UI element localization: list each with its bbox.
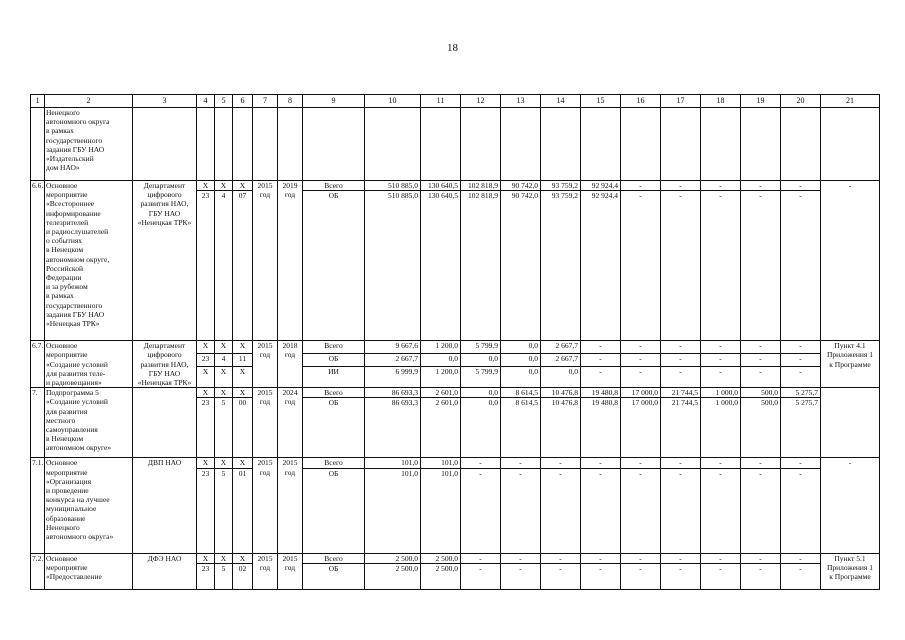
amount-col-12: - — [461, 458, 501, 468]
amount-col-11: 2 601,0 — [421, 398, 461, 458]
item-description: Подпрограмма 5 «Создание условий для развития местного самоуправления в Ненецком автономном округе» — [45, 388, 133, 458]
amount-col-20: - — [781, 563, 821, 589]
continuation-row — [31, 108, 880, 181]
amount-col-16: 17 000,0 — [621, 398, 661, 458]
column-number-20: 20 — [781, 95, 821, 108]
code-col-4: 23 — [197, 468, 215, 553]
amount-col-16: - — [621, 181, 661, 191]
item-note: Пункт 5.1 Приложения 1 к Программе — [821, 553, 880, 589]
column-number-15: 15 — [581, 95, 621, 108]
amount-col-13: 90 742,0 — [501, 181, 541, 191]
amount-col-17: - — [661, 468, 701, 553]
amount-col-11: 101,0 — [421, 458, 461, 468]
code-col-5: 5 — [215, 468, 233, 553]
amount-col-18: - — [701, 468, 741, 553]
start-year: 2015 год — [253, 388, 278, 458]
code-col-6: Х — [233, 367, 253, 388]
cell-empty — [661, 108, 701, 181]
column-number-4: 4 — [197, 95, 215, 108]
column-number-5: 5 — [215, 95, 233, 108]
item-description: Основное мероприятие «Организация и проведение конкурса на лучшее муниципальное образование Ненецкого автономного округа» — [45, 458, 133, 553]
cell-empty — [233, 108, 253, 181]
amount-col-12: 0,0 — [461, 388, 501, 398]
item-description: Основное мероприятие «Предоставление — [45, 553, 133, 589]
table-row — [31, 388, 880, 398]
amount-col-19: 500,0 — [741, 398, 781, 458]
code-col-5: Х — [215, 388, 233, 398]
amount-col-19: - — [741, 553, 781, 563]
item-executor: Департамент цифрового развития НАО, ГБУ НАО «Ненецкая ТРК» — [133, 181, 197, 341]
amount-col-19: - — [741, 354, 781, 367]
amount-col-19: - — [741, 191, 781, 341]
amount-col-14: 2 667,7 — [541, 341, 581, 354]
amount-col-17: 21 744,5 — [661, 388, 701, 398]
end-year: 2019 год — [278, 181, 303, 341]
code-col-6: 11 — [233, 354, 253, 367]
amount-col-12: 102 818,9 — [461, 191, 501, 341]
cell-description: Ненецкого автономного округа в рамках государственного задания ГБУ НАО «Издательский дом НАО» — [45, 108, 133, 181]
amount-col-12: - — [461, 553, 501, 563]
code-col-5: Х — [215, 553, 233, 563]
item-executor: Департамент цифрового развития НАО, ГБУ НАО «Ненецкая ТРК» — [133, 341, 197, 388]
program-finance-table — [30, 94, 880, 590]
amount-col-11: 130 640,5 — [421, 181, 461, 191]
amount-col-20: 5 275,7 — [781, 398, 821, 458]
code-col-4: Х — [197, 341, 215, 354]
table-row — [31, 341, 880, 354]
amount-col-11: 1 200,0 — [421, 341, 461, 354]
amount-col-17: - — [661, 367, 701, 388]
amount-col-10: 510 885,0 — [365, 191, 421, 341]
cell-empty — [821, 108, 880, 181]
item-description: Основное мероприятие «Создание условий для развития теле- и радиовещания» — [45, 341, 133, 388]
code-col-4: Х — [197, 367, 215, 388]
amount-col-19: - — [741, 468, 781, 553]
amount-col-15: 92 924,4 — [581, 181, 621, 191]
item-executor — [133, 388, 197, 458]
amount-col-18: 1 000,0 — [701, 398, 741, 458]
amount-col-12: 102 818,9 — [461, 181, 501, 191]
code-col-5: Х — [215, 458, 233, 468]
page-number: 18 — [447, 42, 458, 54]
amount-col-15: - — [581, 367, 621, 388]
item-number: 7.1. — [31, 458, 45, 553]
code-col-4: 23 — [197, 563, 215, 589]
column-number-17: 17 — [661, 95, 701, 108]
amount-col-14: - — [541, 458, 581, 468]
amount-col-13: 0,0 — [501, 341, 541, 354]
amount-col-19: - — [741, 341, 781, 354]
column-number-19: 19 — [741, 95, 781, 108]
code-col-4: Х — [197, 388, 215, 398]
amount-col-13: 90 742,0 — [501, 191, 541, 341]
column-number-10: 10 — [365, 95, 421, 108]
column-number-1: 1 — [31, 95, 45, 108]
amount-col-14: 10 476,8 — [541, 398, 581, 458]
code-col-6: Х — [233, 341, 253, 354]
item-number: 6.7. — [31, 341, 45, 388]
amount-col-13: 8 614,5 — [501, 388, 541, 398]
amount-col-16: - — [621, 354, 661, 367]
code-col-6: Х — [233, 553, 253, 563]
item-executor: ДВП НАО — [133, 458, 197, 553]
amount-col-14: 10 476,8 — [541, 388, 581, 398]
amount-col-20: - — [781, 367, 821, 388]
code-col-6: Х — [233, 458, 253, 468]
amount-col-14: 93 759,2 — [541, 181, 581, 191]
code-col-4: 23 — [197, 191, 215, 341]
amount-col-15: 19 480,8 — [581, 388, 621, 398]
code-col-5: 4 — [215, 191, 233, 341]
amount-col-14: 2 667,7 — [541, 354, 581, 367]
code-col-6: 01 — [233, 468, 253, 553]
amount-col-12: 0,0 — [461, 398, 501, 458]
amount-col-10: 9 667,6 — [365, 341, 421, 354]
amount-col-10: 2 500,0 — [365, 563, 421, 589]
amount-col-18: - — [701, 354, 741, 367]
funding-source: ОБ — [303, 398, 365, 458]
amount-col-15: - — [581, 553, 621, 563]
amount-col-16: - — [621, 367, 661, 388]
amount-col-13: - — [501, 553, 541, 563]
amount-col-14: - — [541, 553, 581, 563]
amount-col-10: 2 667,7 — [365, 354, 421, 367]
amount-col-15: - — [581, 354, 621, 367]
cell-empty — [253, 108, 278, 181]
amount-col-11: 1 200,0 — [421, 367, 461, 388]
code-col-4: Х — [197, 181, 215, 191]
cell-empty — [621, 108, 661, 181]
item-note: - — [821, 458, 880, 553]
amount-col-19: - — [741, 367, 781, 388]
start-year: 2015 год — [253, 458, 278, 553]
cell-empty — [278, 108, 303, 181]
amount-col-19: - — [741, 458, 781, 468]
code-col-6: Х — [233, 181, 253, 191]
column-number-21: 21 — [821, 95, 880, 108]
code-col-4: Х — [197, 553, 215, 563]
amount-col-18: - — [701, 563, 741, 589]
amount-col-19: - — [741, 181, 781, 191]
amount-col-13: 0,0 — [501, 367, 541, 388]
cell-empty — [303, 108, 365, 181]
end-year: 2018 год — [278, 341, 303, 388]
amount-col-17: - — [661, 341, 701, 354]
funding-source: Всего — [303, 388, 365, 398]
amount-col-13: - — [501, 468, 541, 553]
amount-col-18: - — [701, 458, 741, 468]
amount-col-16: - — [621, 468, 661, 553]
amount-col-20: - — [781, 468, 821, 553]
amount-col-10: 101,0 — [365, 458, 421, 468]
code-col-6: 02 — [233, 563, 253, 589]
funding-source: ОБ — [303, 354, 365, 367]
amount-col-13: - — [501, 563, 541, 589]
amount-col-20: - — [781, 458, 821, 468]
amount-col-16: 17 000,0 — [621, 388, 661, 398]
column-number-9: 9 — [303, 95, 365, 108]
amount-col-13: 8 614,5 — [501, 398, 541, 458]
amount-col-17: - — [661, 191, 701, 341]
amount-col-17: - — [661, 458, 701, 468]
start-year: 2015 год — [253, 181, 278, 341]
cell-empty — [501, 108, 541, 181]
column-number-8: 8 — [278, 95, 303, 108]
cell-empty — [133, 108, 197, 181]
amount-col-11: 2 500,0 — [421, 553, 461, 563]
amount-col-18: - — [701, 367, 741, 388]
column-number-7: 7 — [253, 95, 278, 108]
amount-col-10: 101,0 — [365, 468, 421, 553]
funding-source: Всего — [303, 458, 365, 468]
item-executor: ДФЭ НАО — [133, 553, 197, 589]
item-note: Пункт 4.1 Приложения 1 к Программе — [821, 341, 880, 388]
funding-source: ИИ — [303, 367, 365, 388]
cell-empty — [701, 108, 741, 181]
amount-col-12: 0,0 — [461, 354, 501, 367]
amount-col-13: 0,0 — [501, 354, 541, 367]
amount-col-15: - — [581, 563, 621, 589]
funding-source: ОБ — [303, 563, 365, 589]
code-col-5: Х — [215, 341, 233, 354]
item-number: 7. — [31, 388, 45, 458]
cell-empty — [215, 108, 233, 181]
code-col-6: 00 — [233, 398, 253, 458]
column-number-16: 16 — [621, 95, 661, 108]
code-col-6: Х — [233, 388, 253, 398]
amount-col-20: - — [781, 553, 821, 563]
start-year: 2015 год — [253, 341, 278, 388]
amount-col-14: - — [541, 468, 581, 553]
cell-empty — [581, 108, 621, 181]
amount-col-20: 5 275,7 — [781, 388, 821, 398]
amount-col-19: 500,0 — [741, 388, 781, 398]
amount-col-12: 5 799,9 — [461, 341, 501, 354]
code-col-4: Х — [197, 458, 215, 468]
amount-col-20: - — [781, 341, 821, 354]
item-note — [821, 388, 880, 458]
amount-col-11: 2 601,0 — [421, 388, 461, 398]
amount-col-18: - — [701, 181, 741, 191]
amount-col-16: - — [621, 458, 661, 468]
amount-col-15: 19 480,8 — [581, 398, 621, 458]
amount-col-20: - — [781, 191, 821, 341]
amount-col-15: - — [581, 458, 621, 468]
code-col-5: 4 — [215, 354, 233, 367]
amount-col-17: - — [661, 181, 701, 191]
item-note: - — [821, 181, 880, 341]
column-number-3: 3 — [133, 95, 197, 108]
end-year: 2015 год — [278, 553, 303, 589]
amount-col-16: - — [621, 191, 661, 341]
amount-col-20: - — [781, 181, 821, 191]
amount-col-14: 0,0 — [541, 367, 581, 388]
table-row — [31, 181, 880, 191]
item-number: 6.6. — [31, 181, 45, 341]
amount-col-11: 0,0 — [421, 354, 461, 367]
amount-col-11: 101,0 — [421, 468, 461, 553]
column-number-12: 12 — [461, 95, 501, 108]
table-row — [31, 458, 880, 468]
end-year: 2015 год — [278, 458, 303, 553]
column-number-13: 13 — [501, 95, 541, 108]
funding-source: ОБ — [303, 468, 365, 553]
cell-empty — [365, 108, 421, 181]
code-col-4: 23 — [197, 398, 215, 458]
cell-empty — [421, 108, 461, 181]
amount-col-12: - — [461, 563, 501, 589]
amount-col-11: 2 500,0 — [421, 563, 461, 589]
amount-col-16: - — [621, 553, 661, 563]
column-number-6: 6 — [233, 95, 253, 108]
start-year: 2015 год — [253, 553, 278, 589]
item-description: Основное мероприятие «Всестороннее информирование телезрителей и радиослушателей о событиях в Ненецком автономном округе, Российской Федерации и за рубежом в рамках государственного задания ГБУ НАО «Ненецкая ТРК» — [45, 181, 133, 341]
amount-col-17: - — [661, 354, 701, 367]
code-col-5: 5 — [215, 563, 233, 589]
funding-source: Всего — [303, 341, 365, 354]
amount-col-17: - — [661, 553, 701, 563]
column-number-18: 18 — [701, 95, 741, 108]
code-col-5: Х — [215, 367, 233, 388]
amount-col-12: - — [461, 468, 501, 553]
amount-col-12: 5 799,9 — [461, 367, 501, 388]
cell-empty — [781, 108, 821, 181]
amount-col-10: 2 500,0 — [365, 553, 421, 563]
column-number-2: 2 — [45, 95, 133, 108]
amount-col-18: - — [701, 341, 741, 354]
funding-source: ОБ — [303, 191, 365, 341]
amount-col-20: - — [781, 354, 821, 367]
column-number-14: 14 — [541, 95, 581, 108]
column-number-row — [31, 95, 880, 108]
code-col-4: 23 — [197, 354, 215, 367]
cell-empty — [541, 108, 581, 181]
amount-col-11: 130 640,5 — [421, 191, 461, 341]
table-row — [31, 553, 880, 563]
amount-col-15: - — [581, 341, 621, 354]
funding-source: Всего — [303, 553, 365, 563]
amount-col-16: - — [621, 563, 661, 589]
item-number: 7.2. — [31, 553, 45, 589]
amount-col-14: 93 759,2 — [541, 191, 581, 341]
amount-col-18: 1 000,0 — [701, 388, 741, 398]
amount-col-17: 21 744,5 — [661, 398, 701, 458]
amount-col-17: - — [661, 563, 701, 589]
code-col-5: Х — [215, 181, 233, 191]
end-year: 2024 год — [278, 388, 303, 458]
column-number-11: 11 — [421, 95, 461, 108]
amount-col-19: - — [741, 563, 781, 589]
amount-col-14: - — [541, 563, 581, 589]
cell-empty — [197, 108, 215, 181]
amount-col-10: 6 999,9 — [365, 367, 421, 388]
cell-empty — [461, 108, 501, 181]
code-col-5: 5 — [215, 398, 233, 458]
code-col-6: 07 — [233, 191, 253, 341]
amount-col-16: - — [621, 341, 661, 354]
amount-col-15: 92 924,4 — [581, 191, 621, 341]
cell-num — [31, 108, 45, 181]
amount-col-10: 510 885,0 — [365, 181, 421, 191]
amount-col-15: - — [581, 468, 621, 553]
amount-col-18: - — [701, 553, 741, 563]
amount-col-18: - — [701, 191, 741, 341]
cell-empty — [741, 108, 781, 181]
amount-col-13: - — [501, 458, 541, 468]
funding-source: Всего — [303, 181, 365, 191]
amount-col-10: 86 693,3 — [365, 398, 421, 458]
amount-col-10: 86 693,3 — [365, 388, 421, 398]
